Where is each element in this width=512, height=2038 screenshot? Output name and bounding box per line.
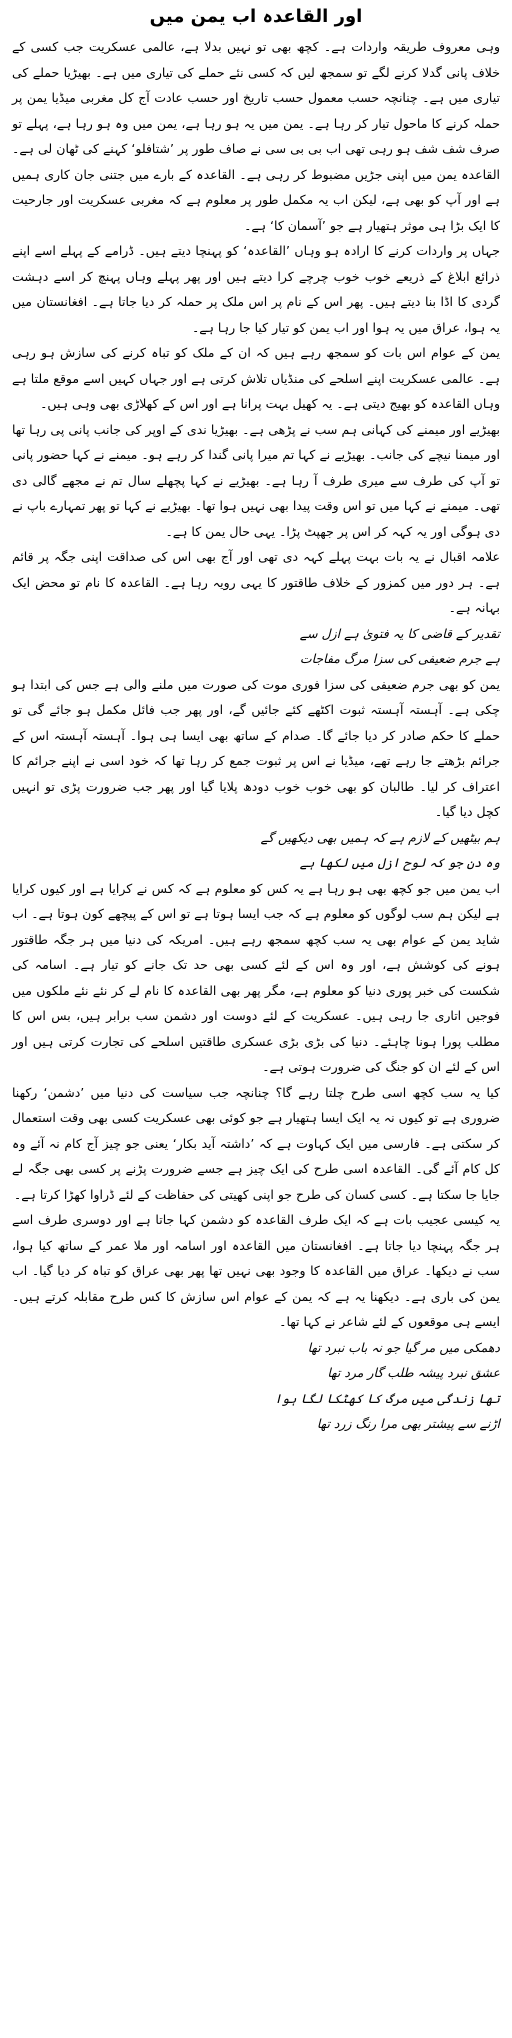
verse-block [12, 621, 500, 672]
headline: اور القاعدہ اب یمن میں [149, 6, 363, 27]
paragraph: یہ کیسی عجیب بات ہے کہ ایک طرف القاعدہ کو دشمن کہا جاتا ہے اور دوسری طرف اسے ہر جگہ پہنچا دیا جاتا ہے۔ افغانستان میں القاعدہ اور اسامہ اور ملا عمر کے ساتھ کیا ہوا، سب نے دیکھا۔ عراق میں القاعدہ کا وجود بھی نہیں تھا پھر بھی عراق کو تباہ کر دیا گیا۔ اب یمن کی باری ہے۔ دیکھنا یہ ہے کہ یمن کے عوام اس سازش کا کس طرح مقابلہ کرتے ہیں۔ ایسے ہی موقعوں کے لئے شاعر نے کہا تھا۔ [12, 1212, 500, 1329]
paragraph: بھیڑیے اور میمنے کی کہانی ہم سب نے پڑھی ہے۔ بھیڑیا ندی کے اوپر کی جانب پانی پی رہا تھا اور میمنا نیچے کی جانب۔ بھیڑیے نے کہا تم میرا پانی گندا کر رہے ہو۔ میمنے نے کہا حضور پانی تو آپ کی طرف سے میری طرف آ رہا ہے۔ بھیڑیے نے کہا پچھلے سال تم نے مجھے گالی دی تھی۔ میمنے نے کہا میں تو اس وقت پیدا بھی نہیں ہوا تھا۔ بھیڑیے نے کہا تو پھر تمہارے باپ نے دی ہوگی اور یہ کہہ کر اس پر جھپٹ پڑا۔ یہی حال یمن کا ہے۔ [12, 421, 500, 539]
verse-block [12, 825, 500, 876]
verse-block [12, 1335, 500, 1437]
verse-line: عشق نبرد پیشہ طلب گار مرد تھا [327, 1365, 500, 1380]
paragraph: علامہ اقبال نے یہ بات بہت پہلے کہہ دی تھی اور آج بھی اس کی صداقت اپنی جگہ پر قائم ہے۔ ہر دور میں کمزور کے خلاف طاقتور کا یہی رویہ رہا ہے۔ القاعدہ کا نام تو محض ایک بہانہ ہے۔ [12, 549, 500, 615]
paragraph: جہاں پر واردات کرنے کا ارادہ ہو وہاں ’القاعدہ‘ کو پہنچا دیتے ہیں۔ ڈرامے کے پہلے اسے اپنے ذرائع ابلاغ کے ذریعے خوب خوب چرچے کرا دیتے ہیں اور پھر پہلے وہاں پہنچ کر اسے دہشت گردی کا اڈا بنا دیتے ہیں۔ پھر اس کے نام پر اس ملک پر حملہ کر دیا جاتا ہے۔ افغانستان میں یہ ہوا، عراق میں یہ ہوا اور اب یمن کو تیار کیا جا رہا ہے۔ [12, 243, 500, 335]
verse-line: دھمکی میں مر گیا جو نہ باب نبرد تھا [307, 1339, 500, 1355]
paragraph: یمن کو بھی جرم ضعیفی کی سزا فوری موت کی صورت میں ملنے والی ہے جس کی ابتدا ہو چکی ہے۔ آہستہ آہستہ ثبوت اکٹھے کئے جائیں گے، اور پھر جب فائل مکمل ہو جائے گی تو حملے کا حکم صادر کر دیا جائے گا۔ صدام کے ساتھ بھی ایسا ہی ہوا۔ آہستہ آہستہ اس کے جرائم بڑھتے جا رہے تھے، میڈیا نے اس پر ثبوت جمع کر رہا تھا کہ خود اسی نے اپنے جرائم کا اعتراف کر لیا۔ طالبان کو بھی خوب خوب دودھ پلایا گیا اور پھر جب ضرورت پڑی تو انہیں کچل دیا گیا۔ [12, 676, 500, 819]
verse-line: تقدیر کے قاضی کا یہ فتویٰ ہے ازل سے [299, 625, 500, 641]
paragraph: وہی معروف طریقہ واردات ہے۔ کچھ بھی تو نہیں بدلا ہے، عالمی عسکریت جب کسی کے خلاف پانی گدلا کرنے لگے تو سمجھ لیں کہ کسی نئے حملے کی تیاری میں ہے۔ بھیڑیا حملے کی تیاری میں ہے۔ چنانچہ حسب معمول حسب تاریخ اور حسب عادت آج کل مغربی میڈیا یمن پر حملہ کرنے کا ماحول تیار کر رہا ہے۔ یمن میں یہ ہو رہا ہے، یمن میں وہ ہو رہا ہے، پہلے تو صرف شف شف ہو رہی تھی اب بی بی سی نے صاف طور پر ’شتافلو‘ کہنے کی ٹھان لی ہے۔ القاعدہ یمن میں اپنی جڑیں مضبوط کر رہی ہے۔ القاعدہ کے بارے میں جتنی جان کاری ہمیں ہے اور آپ کو بھی ہے، لیکن اب یہ مکمل طور پر معلوم ہے کہ مغربی عسکریت اور جارحیت کا ایک بڑا ہی موثر ہتھیار ہے جو ’آسمان کا‘ ہے۔ [12, 39, 500, 233]
paragraph: اب یمن میں جو کچھ بھی ہو رہا ہے یہ کس کو معلوم ہے کہ کس نے کرایا ہے اور کیوں کرایا ہے لیکن ہم سب لوگوں کو معلوم ہے کہ جب ایسا ہوتا ہے تو اس کے پیچھے کون ہوتا ہے۔ اب شاید یمن کے عوام بھی یہ سب کچھ سمجھ رہے ہیں۔ امریکہ کی دنیا میں ہر جگہ طاقتور ہونے کی کوشش ہے، اور وہ اس کے لئے کسی بھی حد تک جانے کو تیار ہے۔ اسامہ کی شکست کی خبر پوری دنیا کو معلوم ہے، مگر پھر بھی القاعدہ کا نام لے کر نئے نئے ملکوں میں فوجیں اتاری جا رہی ہیں۔ عسکریت کے لئے دوست اور دشمن سب برابر ہیں، بس اس کا مطلب پورا ہونا چاہئے۔ دنیا کی بڑی بڑی عسکری طاقتیں اسلحے کی تجارت کرتی ہیں اور اس کے لئے ان کو جنگ کی ضرورت ہوتی ہے۔ [12, 880, 500, 1074]
verse-line: ہم بیٹھیں کے لازم ہے کہ ہمیں بھی دیکھیں گے [260, 829, 500, 845]
verse-line: ہے جرم ضعیفی کی سزا مرگ مفاجات [299, 651, 500, 666]
paragraph: یمن کے عوام اس بات کو سمجھ رہے ہیں کہ ان کے ملک کو تباہ کرنے کی سازش ہو رہی ہے۔ عالمی عسکریت اپنے اسلحے کی منڈیاں تلاش کرتی ہے اور جہاں کہیں اسے موقع ملتا ہے وہاں القاعدہ کو بھیج دیتی ہے۔ یہ کھیل بہت پرانا ہے اور اس کے کھلاڑی بھی وہی ہیں۔ [12, 345, 500, 411]
verse-line: تھا زندگی میں مرگ کا کھٹکا لگا ہوا [274, 1390, 500, 1406]
paragraph: کیا یہ سب کچھ اسی طرح چلتا رہے گا؟ چنانچہ جب سیاست کی دنیا میں ’دشمن‘ رکھنا ضروری ہے تو کیوں نہ یہ ایک ایسا ہتھیار ہے جو کوئی بھی عسکریت کسی بھی وقت استعمال کر سکتی ہے۔ فارسی میں ایک کہاوت ہے کہ ’داشتہ آید بکار‘ یعنی جو چیز آج کام نہ آئے وہ کل کام آئے گی۔ القاعدہ اسی طرح کی ایک چیز ہے جسے ضرورت پڑنے پر کسی بھی جگہ لے جایا جا سکتا ہے۔ کسی کسان کی طرح جو اپنی کھیتی کی حفاظت کے لئے ڈراوا کھڑا کرتا ہے۔ [12, 1084, 500, 1202]
verse-line: اڑنے سے پیشتر بھی مرا رنگ زرد تھا [316, 1416, 500, 1431]
verse-line: وہ دن جو کہ لوح ازل میں لکھا ہے [299, 855, 500, 870]
